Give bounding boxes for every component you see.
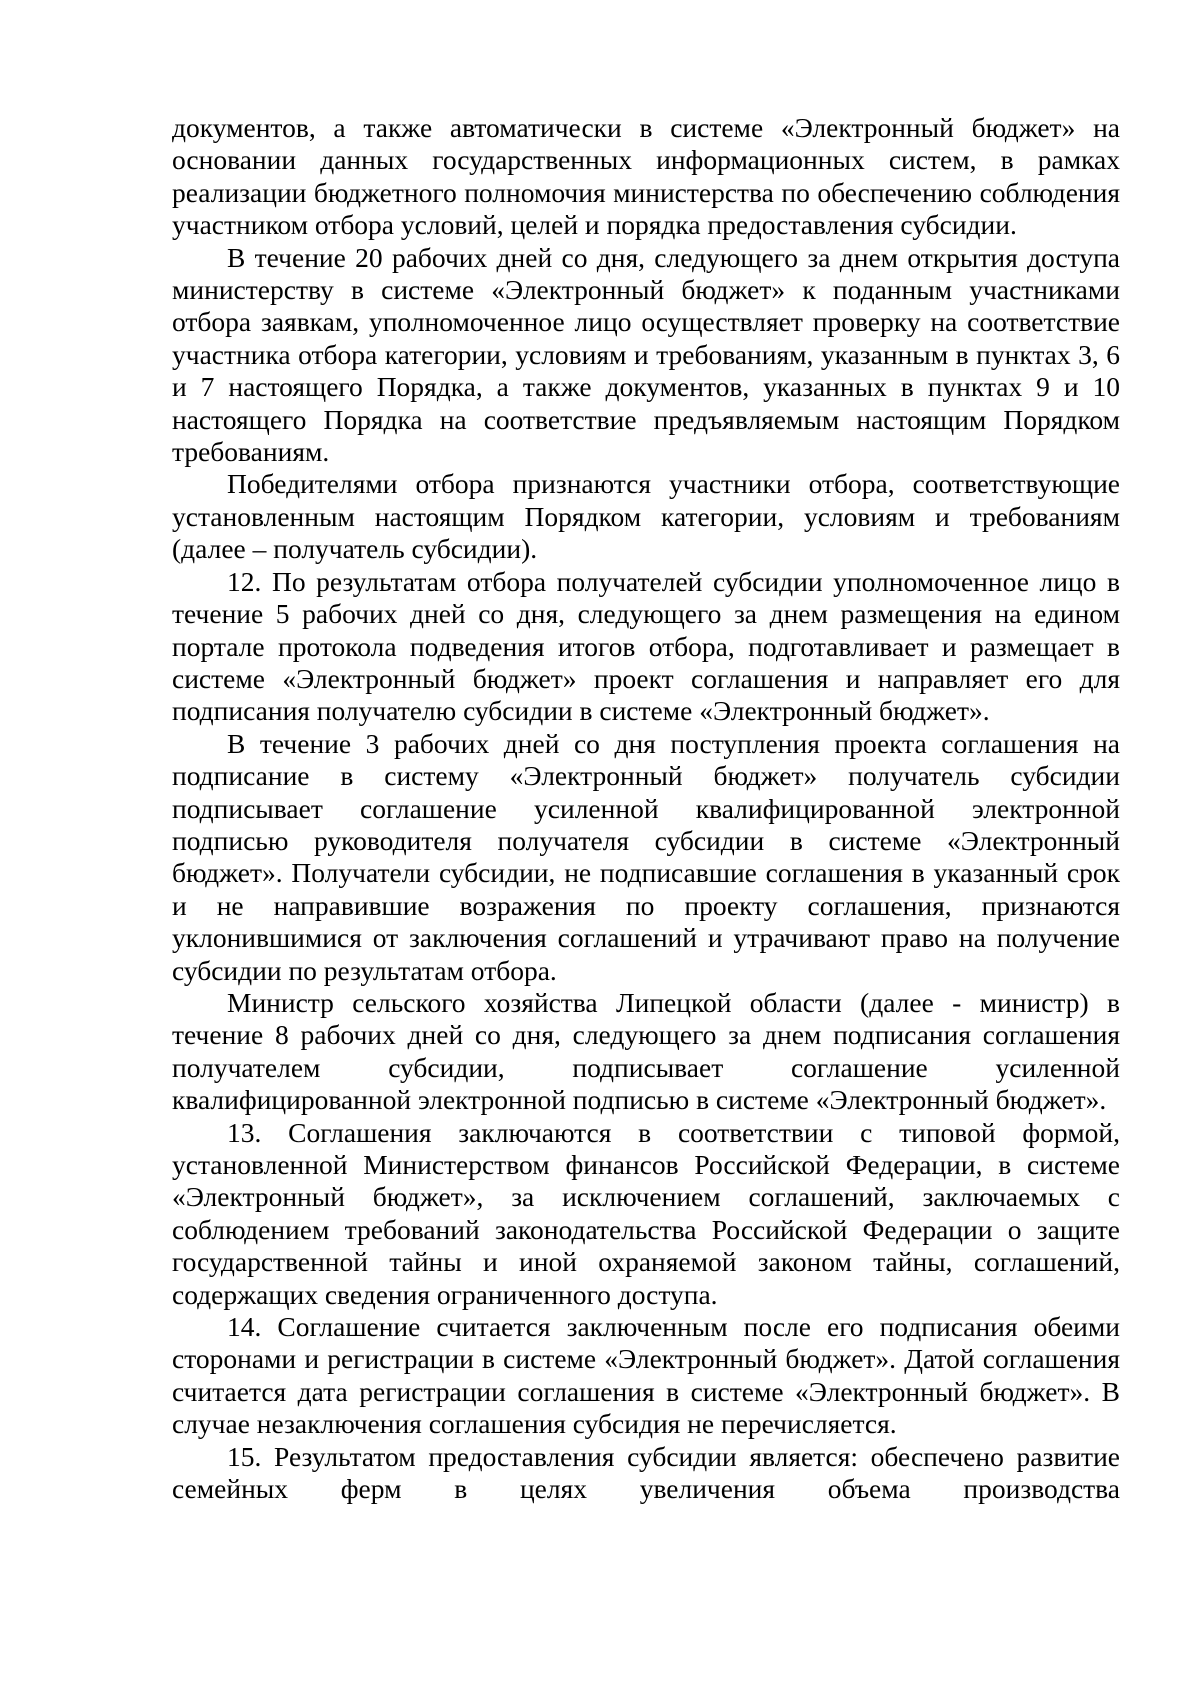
paragraph-item-13: 13. Соглашения заключаются в соответствии с типовой формой, установленной Министерством финансов Российской Федерации, в системе «Электронный бюджет», за исключением соглашений, заключаемых с соблюдением требований законодательства Российской Федерации о защите государственной тайны и иной охраняемой законом тайны, соглашений, содержащих сведения ограниченного доступа. [172,1116,1120,1310]
paragraph-item-12: 12. По результатам отбора получателей субсидии уполномоченное лицо в течение 5 рабочих дней со дня, следующего за днем размещения на едином портале протокола подведения итогов отбора, подготавливает и размещает в системе «Электронный бюджет» проект соглашения и направляет его для подписания получателю субсидии в системе «Электронный бюджет». [172,565,1120,727]
paragraph-item-14: 14. Соглашение считается заключенным после его подписания обеими сторонами и регистрации в системе «Электронный бюджет». Датой соглашения считается дата регистрации соглашения в системе «Электронный бюджет». В случае незаключения соглашения субсидия не перечисляется. [172,1311,1120,1440]
paragraph-signing: В течение 3 рабочих дней со дня поступления проекта соглашения на подписание в систему «Электронный бюджет» получатель субсидии подписывает соглашение усиленной квалифицированной электронной подписью руководителя получателя субсидии в системе «Электронный бюджет». Получатели субсидии, не подписавшие соглашения в указанный срок и не направившие возражения по проекту соглашения, признаются уклонившимися от заключения соглашений и утрачивают право на получение субсидии по результатам отбора. [172,727,1120,986]
paragraph-continuation: документов, а также автоматически в системе «Электронный бюджет» на основании данных государственных информационных систем, в рамках реализации бюджетного полномочия министерства по обеспечению соблюдения участником отбора условий, целей и порядка предоставления субсидии. [172,112,1120,241]
paragraph-verification: В течение 20 рабочих дней со дня, следующего за днем открытия доступа министерству в системе «Электронный бюджет» к поданным участниками отбора заявкам, уполномоченное лицо осуществляет проверку на соответствие участника отбора категории, условиям и требованиям, указанным в пунктах 3, 6 и 7 настоящего Порядка, а также документов, указанных в пунктах 9 и 10 настоящего Порядка на соответствие предъявляемым настоящим Порядком требованиям. [172,241,1120,468]
document-body [172,112,1120,1505]
paragraph-minister: Министр сельского хозяйства Липецкой области (далее - министр) в течение 8 рабочих дней со дня, следующего за днем подписания соглашения получателем субсидии, подписывает соглашение усиленной квалифицированной электронной подписью в системе «Электронный бюджет». [172,986,1120,1116]
paragraph-winners: Победителями отбора признаются участники отбора, соответствующие установленным настоящим Порядком категории, условиям и требованиям (далее – получатель субсидии). [172,468,1120,565]
paragraph-item-15: 15. Результатом предоставления субсидии является: обеспечено развитие семейных ферм в целях увеличения объема производства [172,1440,1120,1505]
